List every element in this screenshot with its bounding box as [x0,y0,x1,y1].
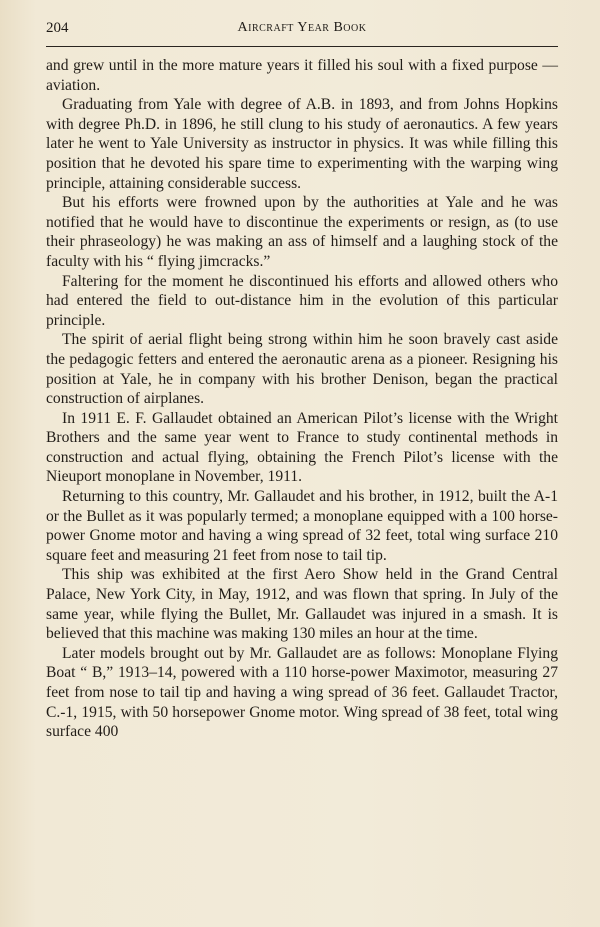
paragraph: The spirit of aerial flight being strong within him he soon bravely cast aside the pedagogic fetters and entered the aeronautic arena as a pioneer. Resigning his position at Yale, he in company with his brother Denison, began the practical construction of airplanes. [46,331,558,408]
paragraph: But his efforts were frowned upon by the authorities at Yale and he was notified that he would have to discontinue the experiments or resign, as (to use their phraseology) he was making an ass of himself and a laughing stock of the faculty with his “ flying jimcracks.” [46,194,558,270]
body-text [46,56,558,742]
page-header [46,20,558,47]
paragraph: Graduating from Yale with degree of A.B. in 1893, and from Johns Hopkins with degree Ph.D. in 1896, he still clung to his study of aeronautics. A few years later he went to Yale University as instructor in physics. It was while filling this position that he devoted his spare time to experimenting with the warping wing principle, attaining considerable success. [46,96,558,192]
paragraph: This ship was exhibited at the first Aero Show held in the Grand Central Palace, New York City, in May, 1912, and was flown that spring. In July of the same year, while flying the Bullet, Mr. Gallaudet was injured in a smash. It is believed that this machine was making 130 miles an hour at the time. [46,566,558,643]
page-number: 204 [46,20,69,36]
paragraph: In 1911 E. F. Gallaudet obtained an American Pilot’s license with the Wright Brothers and the same year went to France to study continental methods in construction and actual flying, obtaining the French Pilot’s license with the Nieuport monoplane in November, 1911. [46,409,558,486]
paragraph: and grew until in the more mature years it filled his soul with a fixed purpose — aviation. [46,57,558,94]
paragraph: Returning to this country, Mr. Gallaudet and his brother, in 1912, built the A-1 or the Bullet as it was popularly termed; a monoplane equipped with a 100 horse-power Gnome motor and having a wing spread of 32 feet, total wing surface 210 square feet and measuring 21 feet from nose to tail tip. [46,488,558,564]
running-title: Aircraft Year Book [237,20,367,35]
paragraph: Faltering for the moment he discontinued his efforts and allowed others who had entered the field to out-distance him in the evolution of this particular principle. [46,272,558,329]
paragraph: Later models brought out by Mr. Gallaudet are as follows: Monoplane Flying Boat “ B,” 1913–14, powered with a 110 horse-power Maximotor, measuring 27 feet from nose to tail tip and having a wing spread of 36 feet. Gallaudet Tractor, C.-1, 1915, with 50 horsepower Gnome motor. Wing spread of 38 feet, total wing surface 400 [46,644,558,741]
